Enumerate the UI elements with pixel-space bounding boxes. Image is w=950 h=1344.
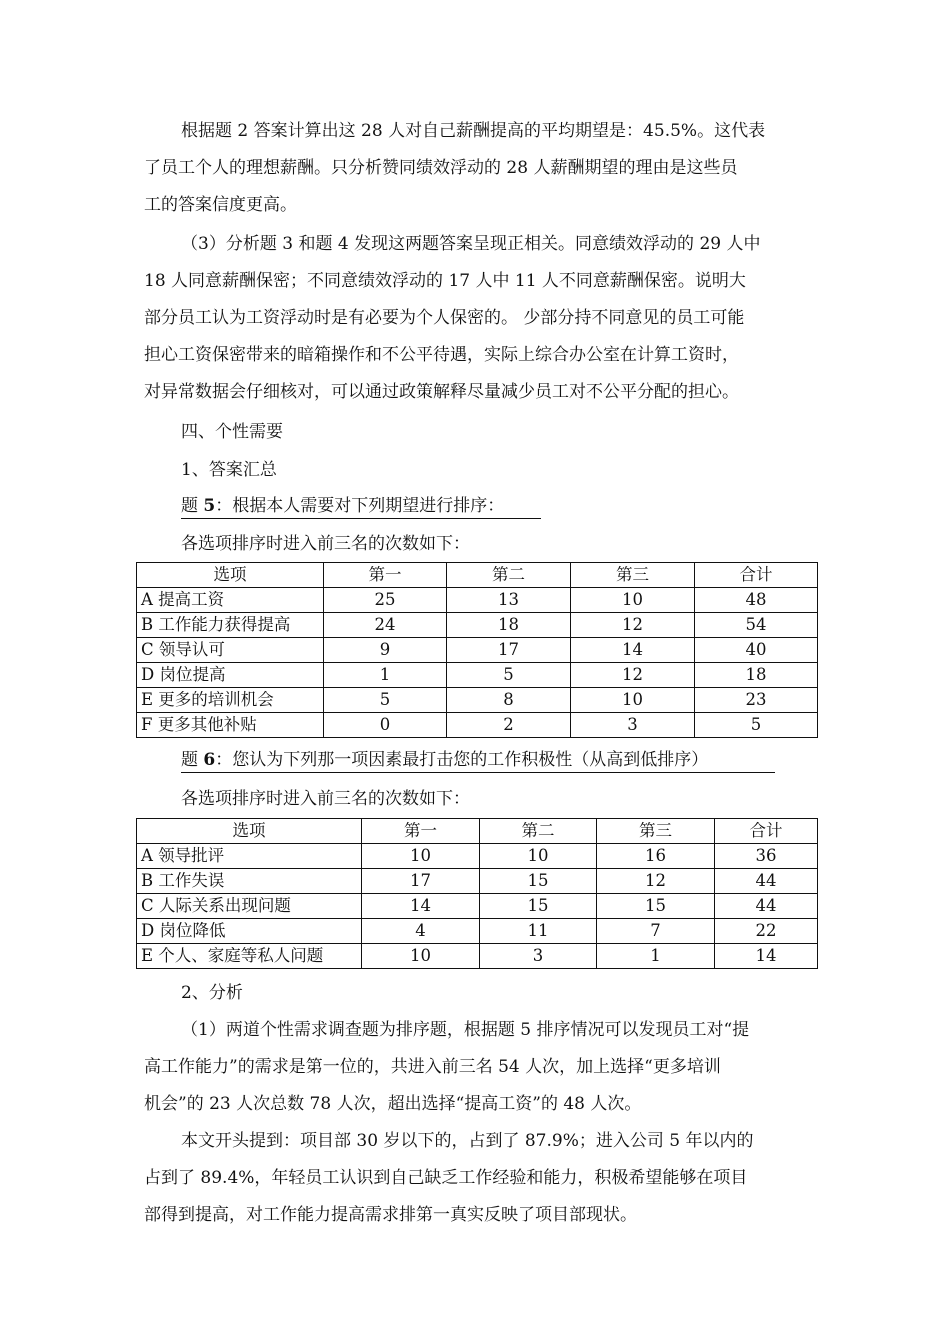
paragraph-line: 担心工资保密带来的暗箱操作和不公平待遇，实际上综合办公室在计算工资时， bbox=[144, 345, 739, 365]
column-header: 第三 bbox=[571, 563, 695, 588]
column-header: 合计 bbox=[695, 563, 818, 588]
table-cell: 18 bbox=[695, 663, 818, 688]
paragraph-line: 机会”的 23 人次总数 78 人次，超出选择“提高工资”的 48 人次。 bbox=[144, 1094, 642, 1114]
table-row bbox=[137, 713, 818, 738]
table-cell: 3 bbox=[571, 713, 695, 738]
section-heading: 四、个性需要 bbox=[181, 422, 283, 442]
paragraph-line: 根据题 2 答案计算出这 28 人对自己薪酬提高的平均期望是：45.5%。这代表 bbox=[181, 121, 766, 141]
table-cell: 0 bbox=[324, 713, 447, 738]
table-cell: 16 bbox=[597, 844, 715, 869]
table-cell: 36 bbox=[715, 844, 818, 869]
column-header: 选项 bbox=[137, 563, 324, 588]
table-cell: 14 bbox=[715, 944, 818, 969]
table-row bbox=[137, 869, 818, 894]
paragraph-line: 部得到提高，对工作能力提高需求排第一真实反映了项目部现状。 bbox=[144, 1205, 637, 1225]
table-cell: 5 bbox=[324, 688, 447, 713]
subsection-heading: 1、答案汇总 bbox=[181, 460, 277, 480]
table-cell: 14 bbox=[571, 638, 695, 663]
table-cell: D 岗位提高 bbox=[137, 663, 324, 688]
table-cell: 4 bbox=[362, 919, 480, 944]
table-cell: 12 bbox=[597, 869, 715, 894]
table-cell: B 工作能力获得提高 bbox=[137, 613, 324, 638]
table-cell: 25 bbox=[324, 588, 447, 613]
table-row bbox=[137, 894, 818, 919]
table-cell: 22 bbox=[715, 919, 818, 944]
paragraph-line: 工的答案信度更高。 bbox=[144, 195, 297, 215]
table-intro: 各选项排序时进入前三名的次数如下： bbox=[181, 789, 470, 809]
table-question-5 bbox=[136, 562, 818, 738]
column-header: 第一 bbox=[324, 563, 447, 588]
table-cell: 15 bbox=[480, 869, 597, 894]
table-cell: 1 bbox=[597, 944, 715, 969]
question-6-title: 题 6：您认为下列那一项因素最打击您的工作积极性（从高到低排序） bbox=[181, 752, 775, 773]
table-row bbox=[137, 638, 818, 663]
question-5-title: 题 5：根据本人需要对下列期望进行排序： bbox=[181, 498, 541, 519]
table-cell: B 工作失误 bbox=[137, 869, 362, 894]
table-cell: 18 bbox=[447, 613, 571, 638]
table-row bbox=[137, 844, 818, 869]
table-cell: 12 bbox=[571, 663, 695, 688]
table-cell: 9 bbox=[324, 638, 447, 663]
paragraph-line: 部分员工认为工资浮动时是有必要为个人保密的。 少部分持不同意见的员工可能 bbox=[144, 308, 745, 328]
table-intro: 各选项排序时进入前三名的次数如下： bbox=[181, 534, 470, 554]
table-cell: 17 bbox=[447, 638, 571, 663]
table-cell: 44 bbox=[715, 869, 818, 894]
table-cell: 23 bbox=[695, 688, 818, 713]
table-cell: E 更多的培训机会 bbox=[137, 688, 324, 713]
paragraph-line: 了员工个人的理想薪酬。只分析赞同绩效浮动的 28 人薪酬期望的理由是这些员 bbox=[144, 158, 738, 178]
table-row bbox=[137, 663, 818, 688]
paragraph-line: 占到了 89.4%，年轻员工认识到自己缺乏工作经验和能力，积极希望能够在项目 bbox=[144, 1168, 748, 1188]
column-header: 第二 bbox=[447, 563, 571, 588]
table-cell: 5 bbox=[447, 663, 571, 688]
table-row bbox=[137, 944, 818, 969]
table-cell: F 更多其他补贴 bbox=[137, 713, 324, 738]
subsection-heading: 2、分析 bbox=[181, 983, 243, 1003]
table-cell: 40 bbox=[695, 638, 818, 663]
table-cell: C 领导认可 bbox=[137, 638, 324, 663]
table-cell: 3 bbox=[480, 944, 597, 969]
table-cell: D 岗位降低 bbox=[137, 919, 362, 944]
paragraph-line: （3）分析题 3 和题 4 发现这两题答案呈现正相关。同意绩效浮动的 29 人中 bbox=[181, 234, 761, 254]
table-cell: 1 bbox=[324, 663, 447, 688]
paragraph-line: （1）两道个性需求调查题为排序题，根据题 5 排序情况可以发现员工对“提 bbox=[181, 1020, 750, 1040]
table-cell: 14 bbox=[362, 894, 480, 919]
paragraph-line: 对异常数据会仔细核对，可以通过政策解释尽量减少员工对不公平分配的担心。 bbox=[144, 382, 739, 402]
table-cell: 44 bbox=[715, 894, 818, 919]
column-header: 选项 bbox=[137, 819, 362, 844]
table-cell: 24 bbox=[324, 613, 447, 638]
table-row bbox=[137, 613, 818, 638]
paragraph-line: 本文开头提到：项目部 30 岁以下的，占到了 87.9%；进入公司 5 年以内的 bbox=[181, 1131, 754, 1151]
table-cell: 10 bbox=[480, 844, 597, 869]
table-cell: 54 bbox=[695, 613, 818, 638]
table-header-row bbox=[137, 819, 818, 844]
table-cell: 12 bbox=[571, 613, 695, 638]
table-header-row bbox=[137, 563, 818, 588]
table-cell: 10 bbox=[571, 588, 695, 613]
table-cell: 17 bbox=[362, 869, 480, 894]
table-row bbox=[137, 919, 818, 944]
table-cell: 2 bbox=[447, 713, 571, 738]
table-cell: A 提高工资 bbox=[137, 588, 324, 613]
table-cell: 5 bbox=[695, 713, 818, 738]
table-cell: 15 bbox=[597, 894, 715, 919]
table-cell: 8 bbox=[447, 688, 571, 713]
table-cell: 10 bbox=[362, 844, 480, 869]
paragraph-line: 18 人同意薪酬保密；不同意绩效浮动的 17 人中 11 人不同意薪酬保密。说明大 bbox=[144, 271, 746, 291]
column-header: 合计 bbox=[715, 819, 818, 844]
table-cell: C 人际关系出现问题 bbox=[137, 894, 362, 919]
column-header: 第一 bbox=[362, 819, 480, 844]
table-cell: 10 bbox=[571, 688, 695, 713]
table-cell: 11 bbox=[480, 919, 597, 944]
table-row bbox=[137, 688, 818, 713]
table-cell: A 领导批评 bbox=[137, 844, 362, 869]
table-cell: 15 bbox=[480, 894, 597, 919]
table-cell: E 个人、家庭等私人问题 bbox=[137, 944, 362, 969]
table-question-6 bbox=[136, 818, 818, 969]
table-row bbox=[137, 588, 818, 613]
column-header: 第三 bbox=[597, 819, 715, 844]
table-cell: 48 bbox=[695, 588, 818, 613]
table-cell: 10 bbox=[362, 944, 480, 969]
table-cell: 7 bbox=[597, 919, 715, 944]
table-cell: 13 bbox=[447, 588, 571, 613]
column-header: 第二 bbox=[480, 819, 597, 844]
paragraph-line: 高工作能力”的需求是第一位的，共进入前三名 54 人次，加上选择“更多培训 bbox=[144, 1057, 721, 1077]
